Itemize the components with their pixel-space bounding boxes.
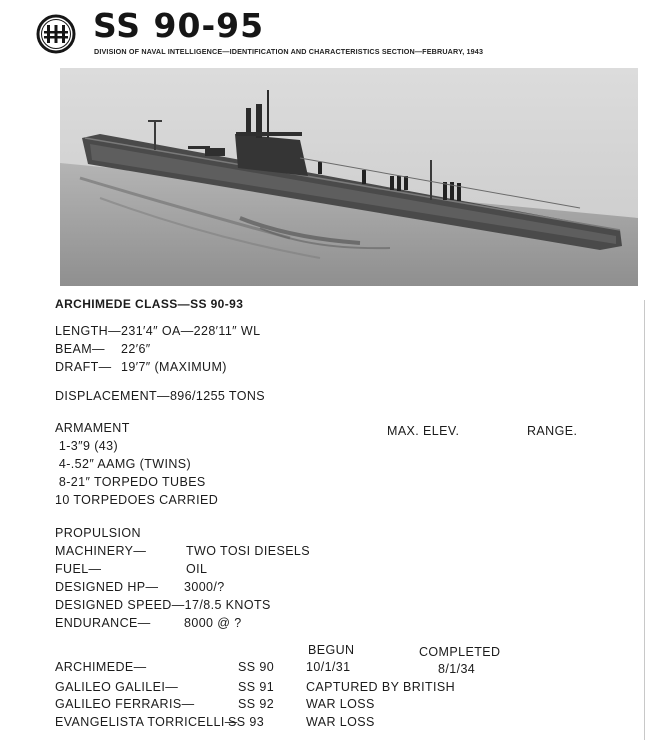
armament-item: 4-.52″ AAMG (TWINS)	[55, 457, 192, 471]
fuel-value: OIL	[186, 562, 208, 576]
machinery-value: TWO TOSI DIESELS	[186, 544, 311, 558]
ship-hull: SS 93	[228, 715, 265, 729]
draft-label: DRAFT—	[55, 360, 112, 374]
page-subtitle: DIVISION OF NAVAL INTELLIGENCE—IDENTIFICATION AND CHARACTERISTICS SECTION—FEBRUARY, 1943	[94, 47, 484, 56]
class-heading: ARCHIMEDE CLASS—SS 90-93	[55, 297, 244, 311]
ship-name: GALILEO GALILEI—	[55, 680, 179, 694]
beam-label: BEAM—	[55, 342, 105, 356]
ship-hull: SS 92	[238, 697, 275, 711]
armament-col-max-elev: MAX. ELEV.	[387, 424, 460, 438]
machinery-label: MACHINERY—	[55, 544, 147, 558]
ship-begun: WAR LOSS	[306, 715, 375, 729]
ship-begun: CAPTURED BY BRITISH	[306, 680, 456, 694]
length-line: LENGTH—231′4″ OA—228′11″ WL	[55, 324, 261, 338]
ship-hull: SS 90	[238, 660, 275, 674]
displacement-line: DISPLACEMENT—896/1255 TONS	[55, 389, 266, 403]
page-edge-divider	[644, 300, 645, 740]
designed-hp-value: 3000/?	[184, 580, 225, 594]
armament-item: 8-21″ TORPEDO TUBES	[55, 475, 206, 489]
armament-heading: ARMAMENT	[55, 421, 130, 435]
ship-hull: SS 91	[238, 680, 275, 694]
ship-name: EVANGELISTA TORRICELLI—	[55, 715, 238, 729]
ship-begun: 10/1/31	[306, 660, 351, 674]
page-title: SS 90-95	[93, 6, 265, 45]
ship-name: GALILEO FERRARIS—	[55, 697, 195, 711]
ship-begun: WAR LOSS	[306, 697, 375, 711]
ship-completed: 8/1/34	[438, 662, 476, 676]
endurance-label: ENDURANCE—	[55, 616, 151, 630]
fuel-label: FUEL—	[55, 562, 102, 576]
armament-item: 1-3″9 (43)	[55, 439, 119, 453]
beam-value: 22′6″	[121, 342, 151, 356]
armament-item: 10 TORPEDOES CARRIED	[55, 493, 219, 507]
draft-value: 19′7″ (MAXIMUM)	[121, 360, 227, 374]
endurance-value: 8000 @ ?	[184, 616, 242, 630]
propulsion-heading: PROPULSION	[55, 526, 141, 540]
designed-speed-line: DESIGNED SPEED—17/8.5 KNOTS	[55, 598, 271, 612]
ships-col-completed: COMPLETED	[419, 645, 501, 659]
naval-intelligence-emblem-icon	[36, 14, 76, 54]
designed-hp-label: DESIGNED HP—	[55, 580, 159, 594]
submarine-photo-icon	[60, 68, 638, 286]
ships-col-begun: BEGUN	[308, 643, 355, 657]
ship-name: ARCHIMEDE—	[55, 660, 147, 674]
armament-col-range: RANGE.	[527, 424, 578, 438]
